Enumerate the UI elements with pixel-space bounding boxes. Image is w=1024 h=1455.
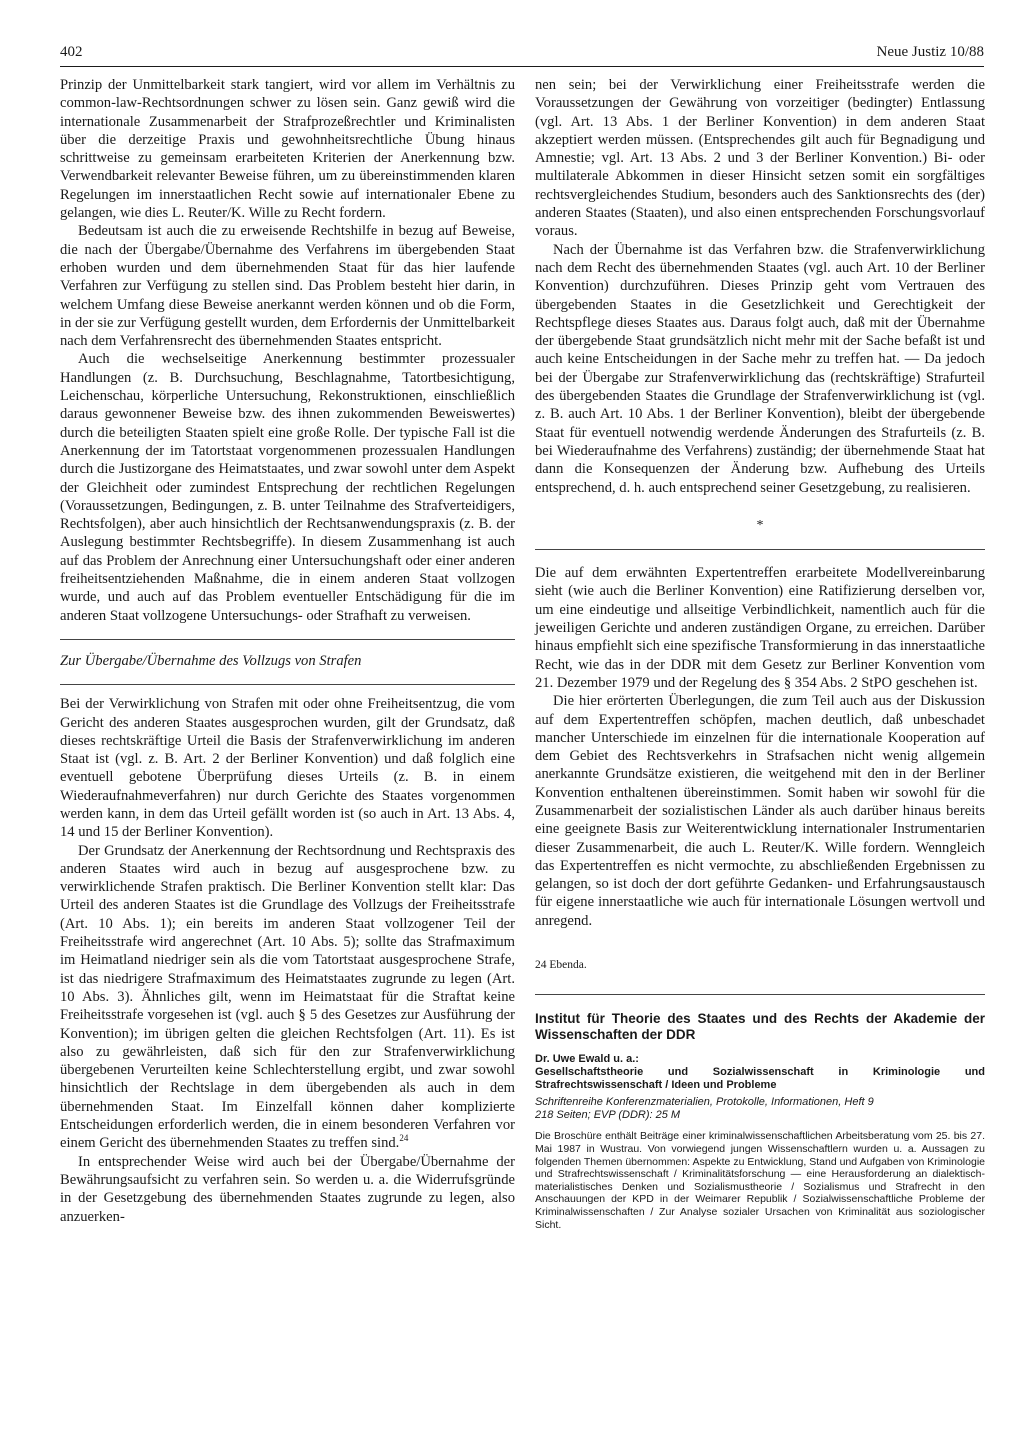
footnote: 24 Ebenda. [535,959,587,972]
section-body [60,684,515,1226]
paragraph: In entsprechender Weise wird auch bei der Übergabe/Übernahme der Bewährungsaufsicht zu verfahren sein. So werden u. a. die Widerrufsgründe in der Gesetzgebung des übernehmenden Staates zugrunde zu legen, also anzuerken- [60,1153,515,1225]
paragraph: Die auf dem erwähnten Expertentreffen erarbeitete Modellvereinbarung sieht (wie auch die Berliner Konvention) eine Ratifizierung derselben vor, um eine eindeutige und allseitige Verbindlichkeit, namentlich auch für die jeweiligen Gerichte und anderen zuständigen Organe, zu erreichen. Darüber hinaus empfiehlt sich eine spezifische Transformierung in das innerstaatliche Recht, wie das in der DDR mit dem Gesetz zur Berliner Konvention vom 21. Dezember 1979 und der Regelung des § 354 Abs. 2 StPO geschehen ist. [535,565,985,691]
institute-heading: Institut für Theorie des Staates und des Rechts der Akademie der Wissenschaften der DDR [535,1011,985,1043]
paragraph: nen sein; bei der Verwirklichung einer Freiheitsstrafe werden die Voraussetzungen der Gewährung von vorzeitiger (bedingter) Entlassung (vgl. Art. 13 Abs. 1 der Berliner Konvention) in dem anderen Staat akzeptiert werden müssen. (Entsprechendes gilt auch für Begnadigung und Amnestie; vgl. Art. 13 Abs. 2 und 3 der Berliner Konvention.) Bi- oder multilaterale Abkommen in dieser Hinsicht setzen somit ein sorgfältiges rechtsvergleichendes Studium, besonders auch des Sanktionsrechts des (der) anderen Staates (Staaten), und also einen entsprechenden Forschungsvorlauf voraus. [535,77,985,240]
book-pages-price: 218 Seiten; EVP (DDR): 25 M [535,1109,681,1122]
right-column [535,76,985,1231]
book-series: Schriftenreihe Konferenzmaterialien, Protokolle, Informationen, Heft 9 [535,1096,874,1109]
header-rule [60,66,984,67]
page-number: 402 [60,44,83,60]
book-authors: Dr. Uwe Ewald u. a.: [535,1053,639,1066]
paragraph: Nach der Übernahme ist das Verfahren bzw. die Strafenverwirklichung nach dem Recht des übernehmenden Staates (vgl. auch Art. 10 der Berliner Konvention) durchzuführen. Dieses Prinzip geht vom Vertrauen des übergebenden Staates in die Gesetzlichkeit und Gerechtigkeit der Rechtspflege dieses Staates aus. Daraus folgt auch, daß mit der Übernahme der übergebende Staat grundsätzlich nicht mehr mit der Sache befaßt ist und auch keine Entscheidungen in der Sache mehr zu treffen hat. — Da jedoch bei der Übergabe zur Strafenverwirklichung das (rechtskräftige) Strafurteil des übergebenden Staates die Grundlage der Strafenverwirklichung ist (vgl. z. B. auch Art. 10 Abs. 1 der Berliner Konvention), bleibt der übergebende Staat für eventuell notwendig werdende Änderungen des Strafurteils (z. B. bei Wiederaufnahme des Verfahrens) zuständig; der übernehmende Staat hat dann die Konsequenzen der Änderung bzw. Aufhebung des Urteils entsprechend, d. h. auch entsprechend seiner Gesetzgebung, zu realisieren. [535,241,985,496]
paragraph: Bei der Verwirklichung von Strafen mit oder ohne Freiheitsentzug, die vom Gericht des anderen Staates ausgesprochen wurden, gilt der Grundsatz, daß dieses rechtskräftige Urteil die Basis der Strafenverwirklichung im anderen Staat ist (vgl. z. B. Art. 2 der Berliner Konvention) und daß folglich eine eventuell gebotene Überprüfung dieses Urteils (z. B. in einem Wiederaufnahmeverfahren) nur durch Gerichte des Staates vorgenommen werden kann, in dem das Urteil gefällt worden ist (so auch in Art. 13 Abs. 4, 14 und 15 der Berliner Konvention). [60,696,515,841]
paragraph [60,842,515,1153]
section-separator: * [756,517,764,533]
book-description: Die Broschüre enthält Beiträge einer kriminalwissenschaftlichen Arbeitsberatung vom 25. bis 27. Mai 1987 in Wustrau. Von vorwiegend jungen Wissenschaftlern wurden u. a. Aussagen zu folgenden Themen übernommen: Aspekte zu Entwicklung, Stand und Aufgaben von Kriminologie und Strafrechtswissenschaft / Kriminalitätsforschung — eine Herausforderung an dialektisch-materialistisches Denken und Sozialismustheorie / Sozialismus und Strafrecht in den Anschauungen der KPD in der Weimarer Republik / Sozialwissenschaftliche Probleme der Kriminalwissenschaften / Zur Analyse sozialer Ursachen von Kriminalität aus soziologischer Sicht. [535,1130,985,1231]
paragraph: Die hier erörterten Überlegungen, die zum Teil auch aus der Diskussion auf dem Expertentreffen schöpfen, machen deutlich, daß unbeschadet mancher Unterschiede im einzelnen für die internationale Kooperation auf dem Gebiet des Rechtsverkehrs in Strafsachen nicht wenig allgemein anerkannte Grundsätze existieren, die weitgehend mit den in der Berliner Konvention enthaltenen übereinstimmen. Somit haben wir sowohl für die Zusammenarbeit der sozialistischen Länder als auch darüber hinaus bereits eine geeignete Basis zur Weiterentwicklung internationaler Instrumentarien dieser Zusammenarbeit, die auch L. Reuter/K. Wille fordern. Wenngleich das Expertentreffen es nicht vermochte, zu abschließenden Ergebnissen zu gelangen, so ist doch der dort geführte Gedanken- und Erfahrungsaustausch für eigene innerstaatliche wie auch für internationale Lösungen wertvoll und anregend. [535,693,985,929]
section-heading: Zur Übergabe/Übernahme des Vollzugs von Strafen [60,639,515,670]
book-title: Gesellschaftstheorie und Sozialwissenschaft in Kriminologie und Strafrechtswissenschaft / Ideen und Probleme [535,1066,985,1092]
paragraph: Auch die wechselseitige Anerkennung bestimmter prozessualer Handlungen (z. B. Durchsuchung, Beschlagnahme, Tatortbesichtigung, Leichenschau, körperliche Untersuchung, Rekonstruktionen, einschließlich daraus gewonnener Beweise bzw. des ihnen zukommenden Beweiswertes) durch die beteiligten Staaten spielt eine große Rolle. Der typische Fall ist die Anerkennung der im Tatortstaat vorgenommenen prozessualen Handlungen durch die Justizorgane des Heimatstaates, und zwar sowohl unter dem Aspekt der Gleichheit oder zumindest Entsprechung der rechtlichen Regelungen (Voraussetzungen, Bedingungen, z. B. unter Teilnahme des Strafverteidigers, Rechtsfolgen), aber auch hinsichtlich der Rechtsanwendungspraxis (z. B. der Auslegung bestimmter Rechtsbegriffe). In diesem Zusammenhang ist auch auf das Problem der Anrechnung einer Untersuchungshaft oder einer anderen freiheitsentziehenden Maßnahme, die in einem anderen Staat vollzogen wurde, und auch auf das Problem eventueller Entschädigung für die im anderen Staat vollzogene Untersuchungs- oder Strafhaft zu verweisen. [60,351,515,624]
announcement-rule [535,994,985,995]
page-header [60,44,984,68]
separator-rule [535,549,985,550]
footnote-marker: 24 [399,1133,409,1144]
book-announcement [535,1011,985,1231]
paragraph-text: Der Grundsatz der Anerkennung der Rechtsordnung und Rechtspraxis des anderen Staates wird auch in bezug auf ausgesprochene bzw. zu verwirklichende Strafen praktisch. Die Berliner Konvention stellt klar: Das Urteil des anderen Staates ist die Grundlage des Vollzugs der Freiheitsstrafe (Art. 10 Abs. 1); ein bereits im anderen Staat vollzogener Teil der Freiheitsstrafe wird angerechnet (Art. 10 Abs. 5); sollte das Strafmaximum im Heimatland niedriger sein als die vom Tatortstaat ausgesprochene Strafe, ist das niedrigere Strafmaximum des Heimatstaates zugrunde zu legen (Art. 10 Abs. 3). Ähnliches gilt, wenn im Heimatstaat für die Straftat keine Freiheitsstrafe vorgesehen ist (vgl. auch § 5 des Gesetzes zur Ausführung der Konvention); im übrigen gelten die gleichen Rechtsfolgen (Art. 11). Es ist also zu gewährleisten, daß sich für den zur Strafenverwirklichung übergebenen Verurteilten keine Schlechterstellung ergibt, und zwar sowohl hinsichtlich der Rechtslage in dem übergebenden als auch in dem übernehmenden Staat. Im Einzelfall können daher komplizierte Entscheidungen erforderlich werden, die in einem besonderen Verfahren vor einem Gericht des übernehmenden Staates zu treffen sind. [60,842,515,1152]
paragraph: Prinzip der Unmittelbarkeit stark tangiert, wird vor allem im Verhältnis zu common-law-Rechtsordnungen schwer zu lösen sein. Ganz gewiß wird die internationale Zusammenarbeit der Strafprozeßrechtler und Kriminalisten über die derzeitige Praxis und gewohnheitsrechtliche Übung hinaus schrittweise zu gemeinsam erarbeiteten Kriterien der Anerkennung bzw. Verwendbarkeit relevanter Beweise führen, um zu übereinstimmenden klaren Regelungen im innerstaatlichen Recht sowie auf internationaler Ebene zu gelangen, wie dies L. Reuter/K. Wille zu Recht fordern. [60,77,515,222]
paragraph: Bedeutsam ist auch die zu erweisende Rechtshilfe in bezug auf Beweise, die nach der Übergabe/Übernahme des Verfahrens im übergebenden Staat erhoben wurden und dem übernehmenden Staat für das hier laufende Verfahren zur Verfügung zu stellen sind. Das Problem besteht hier darin, in welchem Umfang diese Beweise anerkannt werden können und ob die Form, in der sie zur Verfügung gestellt wurden, dem Erfordernis der Unmittelbarkeit nach dem Verfahrensrecht des übernehmenden Staates entspricht. [60,223,515,350]
journal-issue: Neue Justiz 10/88 [876,44,984,60]
left-column [60,76,515,1226]
